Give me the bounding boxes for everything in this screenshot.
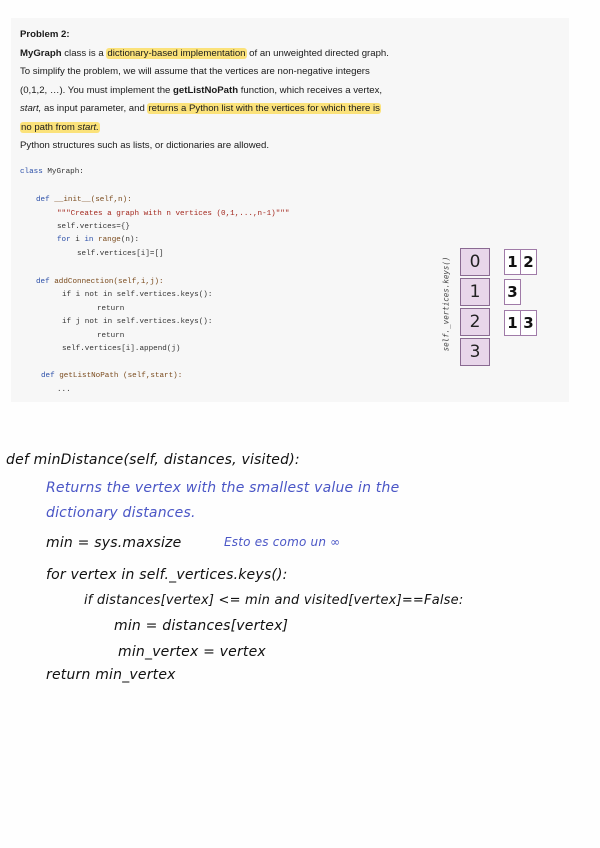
class-name: MyGraph xyxy=(20,47,62,59)
text: class is a xyxy=(61,47,107,59)
hw-comment-2: dictionary distances. xyxy=(46,505,196,521)
args: (self,n): xyxy=(90,196,132,204)
key-cell: 3 xyxy=(460,338,490,366)
code-line-for xyxy=(57,236,139,244)
code-line-def-init xyxy=(36,196,132,204)
keys-label-text: self._vertices.keys() xyxy=(441,256,451,352)
code-line-class xyxy=(20,168,84,176)
list-cell: 2 xyxy=(520,249,537,275)
code-line-ellipsis: ... xyxy=(57,386,71,394)
args: (self,i,j): xyxy=(113,278,164,286)
adjacency-list-2 xyxy=(504,310,536,336)
param-name: start, xyxy=(20,103,42,114)
code-line-return-2: return xyxy=(97,332,125,340)
list-cell: 1 xyxy=(504,310,521,336)
list-cell: 3 xyxy=(520,310,537,336)
problem-line-1 xyxy=(20,45,420,64)
code-line-if-j: if j not in self.vertices.keys(): xyxy=(62,318,213,326)
code-line-def-getlistnopath xyxy=(41,372,182,380)
problem-line-2: To simplify the problem, we will assume that the vertices are non-negative integers xyxy=(20,66,370,77)
key-cell: 2 xyxy=(460,308,490,336)
list-cell: 3 xyxy=(504,279,521,305)
hw-comment-1: Returns the vertex with the smallest value in the xyxy=(46,480,400,496)
function-name: __init__ xyxy=(49,196,91,204)
highlight xyxy=(20,122,100,133)
function-name: addConnection xyxy=(49,278,114,286)
problem-line-3 xyxy=(20,82,420,101)
text: no path from xyxy=(21,121,78,133)
text: function, which receives a vertex, xyxy=(238,84,383,96)
hw-for-loop: for vertex in self._vertices.keys(): xyxy=(46,567,288,583)
code-line-append: self.vertices[i].append(j) xyxy=(62,345,181,353)
code-line-return-1: return xyxy=(97,305,125,313)
highlight: dictionary-based implementation xyxy=(107,47,246,59)
hw-if-line: if distances[vertex] <= min and visited[vertex]==False: xyxy=(84,593,464,608)
function-name: getListNoPath xyxy=(173,84,239,96)
hw-return: return min_vertex xyxy=(46,667,176,683)
keyword: def xyxy=(36,196,50,204)
code-line-if-i: if i not in self.vertices.keys(): xyxy=(62,291,213,299)
problem-heading: Problem 2: xyxy=(20,29,70,40)
list-cell: 1 xyxy=(504,249,521,275)
hw-def-line: def minDistance(self, distances, visited): xyxy=(6,452,300,468)
hw-min-init: min = sys.maxsize xyxy=(46,535,182,551)
keyword: in xyxy=(84,236,94,244)
key-cell: 0 xyxy=(460,248,490,276)
code-line-init-vertices: self.vertices={} xyxy=(57,223,130,231)
keyword: def xyxy=(41,372,55,380)
code-line-assign: self.vertices[i]=[] xyxy=(77,250,164,258)
problem-line-5 xyxy=(20,119,420,138)
problem-statement xyxy=(20,26,420,156)
code-line-def-addconnection xyxy=(36,278,164,286)
text: (0,1,2, …). You must implement the xyxy=(20,84,174,96)
args: (self,start): xyxy=(118,372,183,380)
function-name: range xyxy=(93,236,121,244)
var: i xyxy=(70,236,85,244)
text: of an unweighted directed graph. xyxy=(246,47,389,59)
args: (n): xyxy=(120,236,140,244)
param-name: start. xyxy=(77,121,99,133)
code-line-docstring: """Creates a graph with n vertices (0,1,...,n-1)""" xyxy=(57,210,290,218)
keyword: def xyxy=(36,278,50,286)
hw-infinity-note: Esto es como un ∞ xyxy=(224,535,341,549)
function-name: getListNoPath xyxy=(54,372,119,380)
adjacency-list-0 xyxy=(504,249,536,275)
keyword: class xyxy=(20,168,43,176)
text: as input parameter, and xyxy=(41,103,148,114)
problem-line-6: Python structures such as lists, or dictionaries are allowed. xyxy=(20,140,270,151)
problem-line-4 xyxy=(20,100,420,119)
hw-min-vertex-assign: min_vertex = vertex xyxy=(118,644,266,660)
highlight: returns a Python list with the vertices for which there is xyxy=(148,103,380,114)
keys-axis-label xyxy=(428,250,464,358)
class-name: MyGraph: xyxy=(42,168,84,176)
adjacency-list-1 xyxy=(504,279,520,305)
hw-min-assign: min = distances[vertex] xyxy=(114,618,289,634)
keyword: for xyxy=(57,236,71,244)
key-cell: 1 xyxy=(460,278,490,306)
